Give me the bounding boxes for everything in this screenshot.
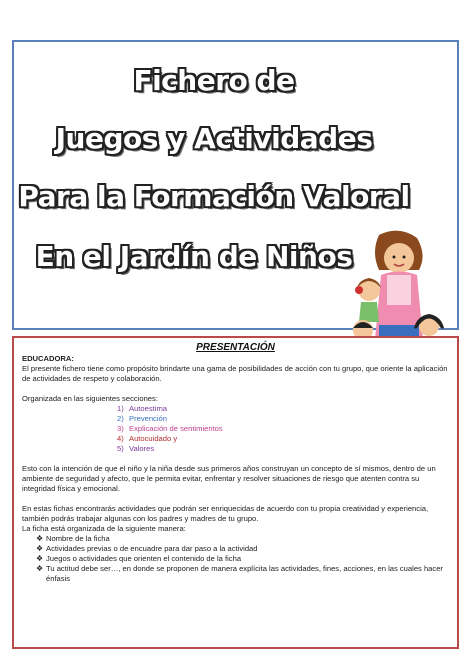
list-item — [36, 544, 450, 554]
section-label: Prevención — [129, 414, 167, 423]
section-number: 2) — [117, 414, 124, 423]
bullet-text: Nombre de la ficha — [46, 534, 110, 543]
presentation-box — [12, 336, 459, 649]
section-label: Autoestima — [129, 404, 167, 413]
title-line-2: Juegos y Actividades — [55, 122, 373, 155]
title-line-4: En el Jardín de Niños — [35, 240, 353, 273]
section-number: 5) — [117, 444, 124, 453]
list-item — [36, 564, 450, 583]
section-number: 3) — [117, 424, 124, 433]
bullet-text: Actividades previas o de encuadre para dar paso a la actividad — [46, 544, 258, 553]
bullet-text: Tu actitud debe ser…, en donde se proponen de manera explícita las actividades, fines, acciones, en las cuales hacer énfasis — [46, 564, 443, 583]
bullet-text: Juegos o actividades que orienten el contenido de la ficha — [46, 554, 242, 563]
presentation-heading: PRESENTACIÓN — [196, 342, 275, 353]
ficha-intro: La ficha está organizada de la siguiente manera: — [22, 524, 186, 533]
title-line-1: Fichero de — [133, 64, 295, 97]
list-item — [117, 414, 450, 424]
list-item — [117, 424, 450, 434]
title-line-3: Para la Formación Valoral — [18, 180, 410, 213]
list-item — [117, 444, 450, 454]
diamond-bullet-icon: ❖ — [36, 534, 44, 543]
diamond-bullet-icon: ❖ — [36, 564, 44, 573]
list-item — [36, 554, 450, 564]
intro-paragraph: El presente fichero tiene como propósito brindarte una gama de posibilidades de acción con tu grupo, que oriente la aplicación de actividades de respeto y colaboración. — [22, 364, 448, 383]
list-item — [36, 534, 450, 544]
ficha-bullets — [22, 534, 450, 583]
paragraph-2: Esto con la intención de que el niño y la niña desde sus primeros años construyan un concepto de sí mismos, dentro de un ambiente de seguridad y afecto, que le permita evitar, enfrentar y resolver situaciones de riesgo que atenten contra su integridad física y emocional. — [22, 464, 436, 493]
section-number: 4) — [117, 434, 124, 443]
section-number: 1) — [117, 404, 124, 413]
title-box — [12, 40, 459, 330]
diamond-bullet-icon: ❖ — [36, 544, 44, 553]
section-label: Valores — [129, 444, 155, 453]
sections-list — [22, 404, 450, 454]
diamond-bullet-icon: ❖ — [36, 554, 44, 563]
educadora-label: EDUCADORA: — [22, 354, 74, 363]
list-item — [117, 434, 450, 444]
section-label: Autocuidado y — [129, 434, 178, 443]
paragraph-3: En estas fichas encontrarás actividades que podrán ser enriquecidas de acuerdo con tu propia creatividad y experiencia, también podrás trabajar algunas con los padres y madres de tu grupo. — [22, 504, 429, 523]
section-label: Explicación de sentimientos — [129, 424, 223, 433]
presentation-content — [22, 354, 450, 583]
sections-intro: Organizada en las siguientes secciones: — [22, 394, 158, 403]
list-item — [117, 404, 450, 414]
